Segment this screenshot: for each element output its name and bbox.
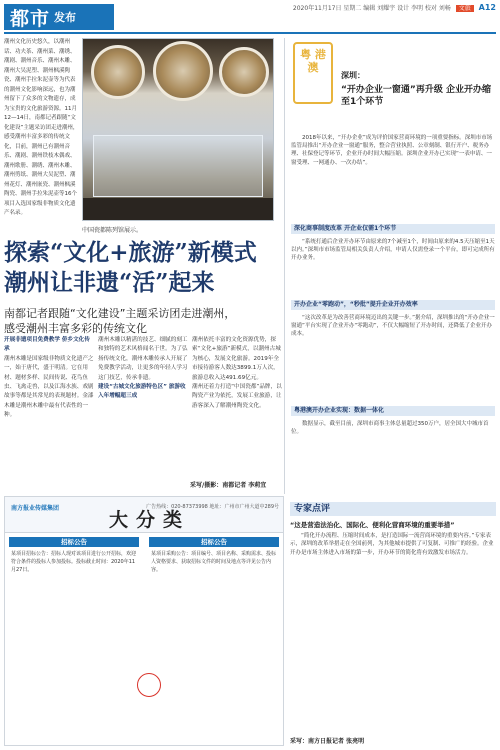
ad-label: 招标公告 (9, 537, 139, 547)
headline-line-2: 潮州让非遗“活”起来 (4, 269, 215, 296)
ad-label: 招标公告 (149, 537, 279, 547)
subheadline (4, 306, 284, 336)
expert-body: “简化开办流程、压缩时间成本，是打造国际一流营商环境的重要内容。”专家表示，深圳的改革举措走在全国前列，为其他城市提供了可复制、可推广的经验。企业开办是市场主体进入市场的第一步，开办环节的简化将有效激发市场活力。 (290, 533, 494, 556)
right-paragraph: “这次改革是为改善营商环境迈出的关键一步。”据介绍，深圳推出的“开办企业一窗通”平台实现了企业开办“零跑动”，不仅大幅缩短了开办时间，还降低了企业开办成本。 (291, 315, 495, 338)
expert-bar: 专家点评 (290, 502, 496, 516)
right-subhead: 开办企业“零跑动”，“秒批”提升企业开办效率 (291, 300, 495, 310)
dateline (293, 3, 496, 12)
porcelain-plate (153, 41, 213, 101)
masthead (0, 0, 500, 40)
classified-hotline: 广告热线：020-87373998 地址：广州市广州大道中289号 (146, 504, 279, 510)
article-column-1 (4, 336, 94, 421)
right-subhead: 深化商事制度改革 开企业仅需1个环节 (291, 224, 495, 234)
section-brand (4, 4, 114, 30)
classified-title: 大分类 (109, 509, 191, 531)
brand-title: 都市 (10, 7, 51, 30)
headline-line-1: 探索“文化+旅游”新模式 (4, 239, 257, 266)
classified-header (5, 497, 283, 533)
expert-byline: 采写：南方日报记者 张亮明 (290, 738, 365, 745)
article-column-3 (192, 336, 282, 411)
ad-column-1 (9, 537, 139, 577)
classified-logo: 南方报业传媒集团 (11, 505, 60, 512)
right-location: 深圳： (341, 71, 365, 80)
article-paragraph: 潮州依托丰富的文化资源优势，探索“文化+旅游”新模式，以潮州古城为核心，发展文化旅游。2019年全市接待游客人数达3899.1万人次，旅游总收入达491.69亿元。 (192, 337, 281, 381)
intro-column: 潮州文化历史悠久，以潮州话、功夫茶、潮州菜、潮绣、潮剧、潮州音乐、潮州木雕、潮州大吴泥塑、潮州枫溪陶瓷、潮州手拉朱泥壶等为代表的潮州文化影响深远，也为潮州留下了众多的文物遗存，成为宝贵的文化旅游资源。11月12—14日，南都记者跟随“文化建设”主题采访团走进潮州，感受潮州丰富多彩的传统文化，目前，潮州已有潮州音乐、潮剧、潮州铁枝木偶戏、潮州歌册、潮绣、潮州木雕、潮州剪纸、潮州大吴泥塑、潮州花灯、潮州嵌瓷、潮州枫溪陶瓷、潮州手拉朱泥壶等16个项目入选国家级非物质文化遗产名录。 (4, 39, 79, 216)
main-headline (4, 238, 284, 298)
exhibit-photo (82, 38, 274, 221)
brand-subtitle: 发布 (54, 11, 77, 24)
dateline-text: 2020年11月17日 星期二 编辑 刘耀宇 设计 李明 校对 刘畅 (292, 5, 451, 12)
seal-stamp-icon (137, 673, 161, 697)
article-section-head: 建设“古城文化旅游特色区” 旅游收入年增幅超三成 (98, 384, 186, 400)
right-title-block (341, 70, 491, 108)
classified-ads (4, 496, 284, 746)
porcelain-plate (219, 47, 269, 97)
photo-caption: 中国瓷都陈列馆展示。 (82, 227, 143, 234)
right-title: “开办企业一窗通”再升级 企业开办缩至1个环节 (341, 85, 491, 107)
display-base (83, 198, 273, 220)
ad-text: 某项目采购公告：项目编号、项目名称、采购需求、投标人资格要求、获取招标文件的时间及地点等详见公告内容。 (151, 551, 277, 573)
article-paragraph: 潮州木雕以精湛的技艺、细腻的刻工和独特的艺术风格闻名于世。为了弘扬传统文化，潮州木雕传承人开展了免费教学活动，让更多的年轻人学习这门技艺，传承非遗。 (98, 337, 188, 381)
display-case (93, 135, 263, 197)
expert-title: “这是营造法治化、国际化、便利化营商环境的重要举措” (290, 521, 455, 529)
right-subhead: 粤港澳开办企业实现：数据一体化 (291, 406, 495, 416)
article-paragraph: 潮州还着力打造“中国瓷都”品牌，以陶瓷产业为依托，发展工业旅游，让游客深入了解潮州陶瓷文化。 (192, 384, 282, 409)
header-rule (4, 32, 496, 34)
region-badge: 粤 港 澳 (293, 42, 333, 104)
right-paragraph: 2018年以来，“开办企业”成为评价国家营商环境的一项重要指标。深圳市市场监管局推出“开办企业一窗通”服务，整合营业执照、公章刻制、银行开户、税务办理、社保登记等环节，企业开办时间大幅压缩。深圳企业开办已实现“一表申请、一窗受理、一网通办、一次办结”。 (291, 135, 493, 166)
porcelain-plate (91, 45, 145, 99)
subhead-line-2: 感受潮州丰富多彩的传统文化 (4, 322, 147, 335)
article-section-head: 开展非遗项目免费教学 侨乡文化传承 (4, 337, 90, 353)
ad-text: 某项目招标公告：招标人现对该项目进行公开招标，欢迎符合条件的投标人参加投标。投标截止时间：2020年11月27日。 (11, 551, 137, 573)
article-column-2 (98, 336, 188, 402)
article-paragraph: 潮州木雕是国家级非物质文化遗产之一，始于唐代，盛于明清。它在用材、题材多样、民间传说、花鸟鱼虫、飞禽走兽，以及江海水族、戏剧故事等都是其常见的表现题材。金漆木雕是潮州木雕中最有代表性的一种。 (4, 355, 94, 419)
article-byline: 采写/摄影：南都记者 李莉宜 (190, 482, 267, 489)
page-number: A12 (478, 3, 496, 12)
subhead-line-1: 南都记者跟随“文化建设”主题采访团走进潮州， (4, 307, 236, 320)
right-paragraph: 数据显示，截至目前，深圳市商事主体总量超过350万户，居全国大中城市首位。 (291, 421, 489, 436)
section-tag: 文旅 (456, 5, 474, 12)
ad-column-2 (149, 537, 279, 577)
right-column (284, 38, 496, 494)
right-paragraph: “系统打通后企业开办环节由原来的7个减至1个，时间由原来的4.5天压缩至1天以内。”深圳市市场监管局相关负责人介绍，申请人仅需登录一个平台，即可完成所有开办业务。 (291, 239, 495, 262)
